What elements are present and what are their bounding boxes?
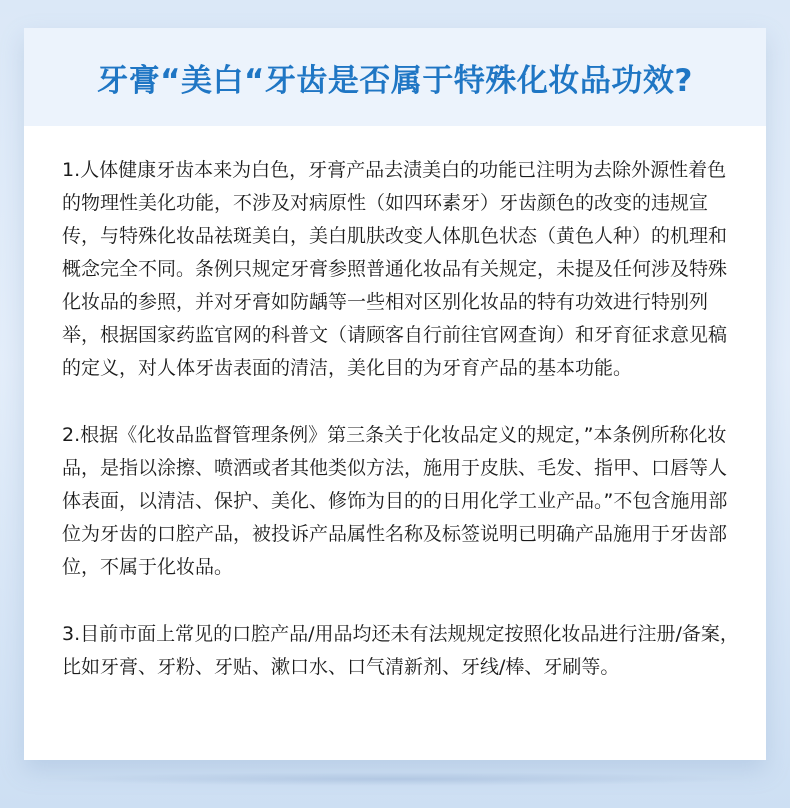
- paragraph-2: 2.根据《化妆品监督管理条例》第三条关于化妆品定义的规定，”本条例所称化妆品，是指以涂擦、喷洒或者其他类似方法，施用于皮肤、毛发、指甲、口唇等人体表面，以清洁、保护、美化、修饰为目的的日用化学工业产品。”不包含施用部位为牙齿的口腔产品，被投诉产品属性名称及标签说明已明确产品施用于牙齿部位，不属于化妆品。: [62, 424, 728, 578]
- paragraph-3: 3.目前市面上常见的口腔产品/用品均还未有法规规定按照化妆品进行注册/备案，比如牙膏、牙粉、牙贴、漱口水、口气清新剂、牙线/棒、牙刷等。: [62, 623, 739, 678]
- page-title: 牙膏“美白“牙齿是否属于特殊化妆品功效?: [97, 62, 693, 99]
- content-card: [24, 28, 766, 760]
- card-shadow: [40, 772, 750, 786]
- title-banner: [24, 28, 766, 126]
- paragraph-1: 1.人体健康牙齿本来为白色，牙膏产品去渍美白的功能已注明为去除外源性着色的物理性美化功能，不涉及对病原性（如四环素牙）牙齿颜色的改变的违规宣传，与特殊化妆品祛斑美白，美白肌肤改变人体肌色状态（黄色人种）的机理和概念完全不同。条例只规定牙膏参照普通化妆品有关规定，未提及任何涉及特殊化妆品的参照，并对牙膏如防龋等一些相对区别化妆品的特有功效进行特别列举，根据国家药监官网的科普文（请顾客自行前往官网查询）和牙育征求意见稿的定义，对人体牙齿表面的清洁，美化目的为牙育产品的基本功能。: [62, 159, 728, 379]
- article-body: [62, 154, 744, 684]
